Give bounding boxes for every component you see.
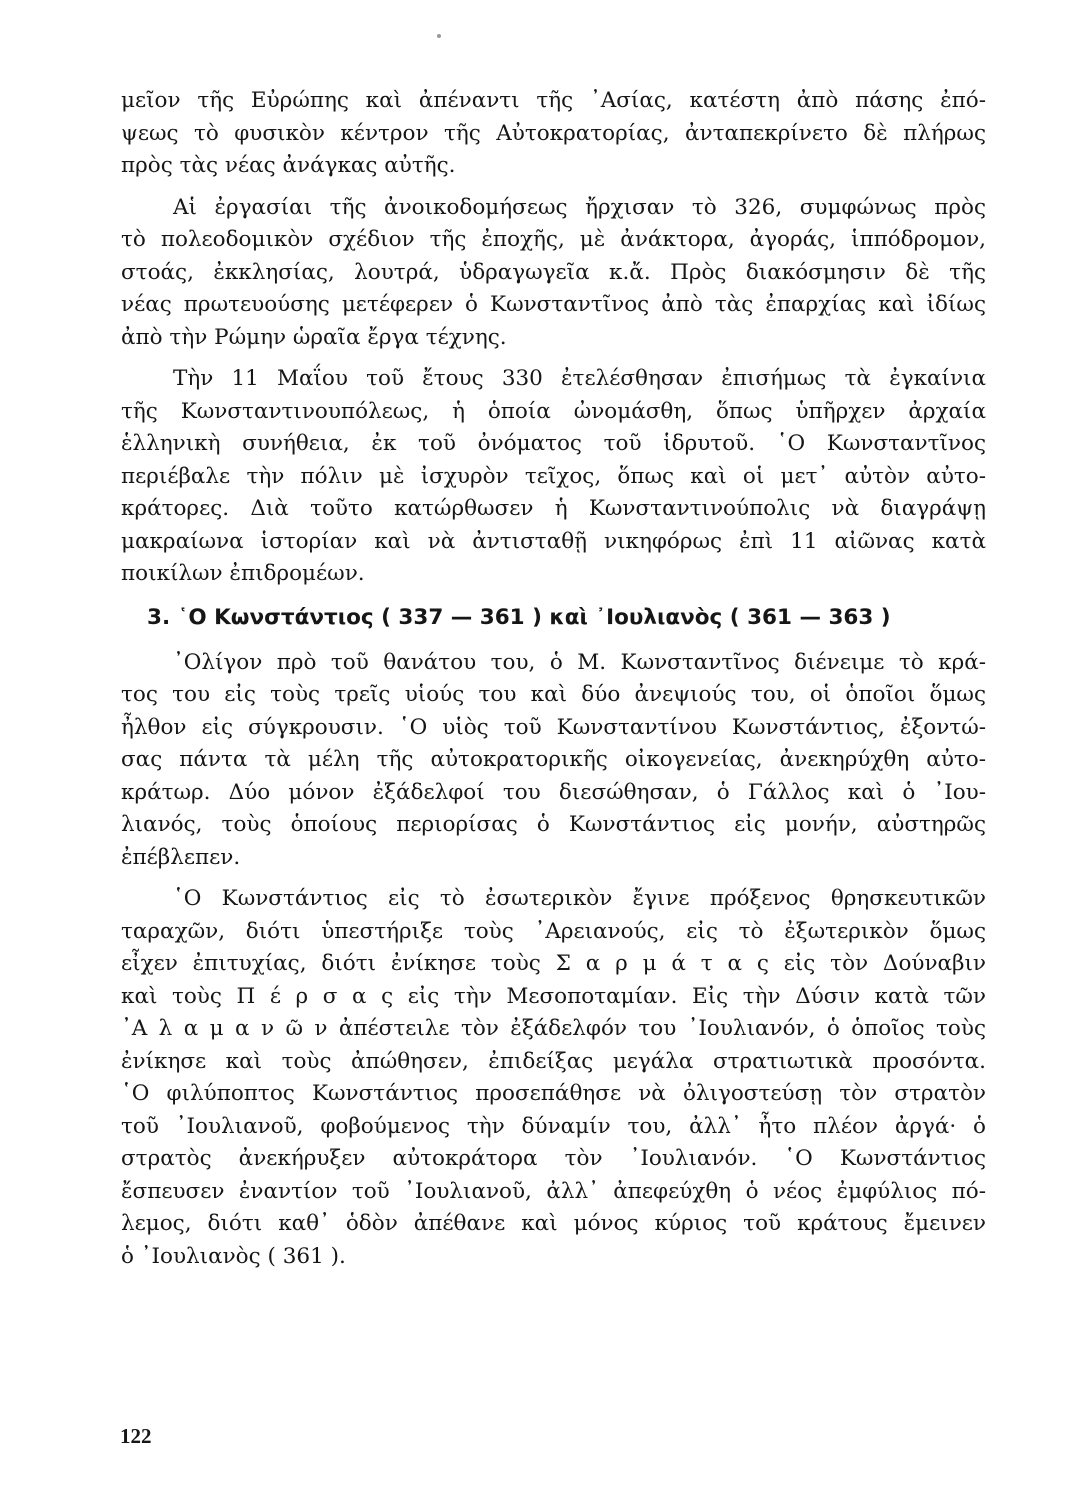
text-line: πρὸς τὰς νέας ἀνάγκας αὐτῆς. xyxy=(121,153,456,178)
text-line: περιέβαλε τὴν πόλιν μὲ ἰσχυρὸν τεῖχος, ὅπως καὶ οἱ μετ᾿ αὐτὸν αὐτο- xyxy=(121,463,986,489)
page-number: 122 xyxy=(120,1424,152,1448)
text-line: ψεως τὸ φυσικὸν κέντρον τῆς Αὐτοκρατορίας, ἀνταπεκρίνετο δὲ πλήρως xyxy=(121,120,986,146)
text-line: ποικίλων ἐπιδρομέων. xyxy=(121,561,365,586)
text-line: ἦλθον εἰς σύγκρουσιν. ῾Ο υἱὸς τοῦ Κωνσταντίνου Κωνστάντιος, ἐξοντώ- xyxy=(121,714,986,740)
text-line: Τὴν 11 Μαΐου τοῦ ἔτους 330 ἐτελέσθησαν ἐπισήμως τὰ ἐγκαίνια xyxy=(173,366,986,391)
paragraph-2 xyxy=(121,192,986,355)
text-line: στρατὸς ἀνεκήρυξεν αὐτοκράτορα τὸν ᾿Ιουλιανόν. ῾Ο Κωνστάντιος xyxy=(121,1146,986,1171)
text-line: τοῦ ᾿Ιουλιανοῦ, φοβούμενος τὴν δύναμίν του, ἀλλ᾿ ἦτο πλέον ἀργά· ὁ xyxy=(121,1113,986,1139)
section-heading: 3. ῾Ο Κωνστάντιος ( 337 — 361 ) καὶ ᾿Ιουλιανὸς ( 361 — 363 ) xyxy=(147,604,891,630)
text-line: Αἱ ἐργασίαι τῆς ἀνοικοδομήσεως ἤρχισαν τὸ 326, συμφώνως πρὸς xyxy=(173,194,986,220)
text-line: ᾿Α λ α μ α ν ῶ ν ἀπέστειλε τὸν ἐξάδελφόν του ᾿Ιουλιανόν, ὁ ὁποῖος τοὺς xyxy=(121,1016,986,1041)
text-line: μακραίωνα ἱστορίαν καὶ νὰ ἀντισταθῇ νικηφόρως ἐπὶ 11 αἰῶνας κατὰ xyxy=(121,528,986,554)
text-line: ἐνίκησε καὶ τοὺς ἀπώθησεν, ἐπιδείξας μεγάλα στρατιωτικὰ προσόντα. xyxy=(121,1048,986,1074)
text-line: ῾Ο Κωνστάντιος εἰς τὸ ἐσωτερικὸν ἔγινε πρόξενος θρησκευτικῶν xyxy=(173,886,986,911)
text-line: σας πάντα τὰ μέλη τῆς αὐτοκρατορικῆς οἰκογενείας, ἀνεκηρύχθη αὐτο- xyxy=(121,747,986,772)
text-line: ὁ ᾿Ιουλιανὸς ( 361 ). xyxy=(121,1243,346,1269)
text-line: τος του εἰς τοὺς τρεῖς υἱούς του καὶ δύο ἀνεψιούς του, οἱ ὁποῖοι ὅμως xyxy=(121,682,986,707)
text-line: ῾Ο φιλύποπτος Κωνστάντιος προσεπάθησε νὰ ὀλιγοστεύσῃ τὸν στρατὸν xyxy=(121,1081,986,1106)
paragraph-4 xyxy=(121,647,986,875)
text-line: μεῖον τῆς Εὐρώπης καὶ ἀπέναντι τῆς ᾿Ασίας, κατέστη ἀπὸ πάσης ἐπό- xyxy=(121,88,986,113)
text-line: ᾿Ολίγον πρὸ τοῦ θανάτου του, ὁ Μ. Κωνσταντῖνος διένειμε τὸ κρά- xyxy=(173,649,986,675)
text-line: ἀπὸ τὴν Ρώμην ὡραῖα ἔργα τέχνης. xyxy=(121,324,507,350)
text-line: κράτωρ. Δύο μόνον ἐξάδελφοί του διεσώθησαν, ὁ Γάλλος καὶ ὁ ᾿Ιου- xyxy=(121,779,986,805)
text-line: εἶχεν ἐπιτυχίας, διότι ἐνίκησε τοὺς Σ α ρ μ ά τ α ς εἰς τὸν Δούναβιν xyxy=(121,951,986,976)
text-line: καὶ τοὺς Π έ ρ σ α ς εἰς τὴν Μεσοποταμίαν. Εἰς τὴν Δύσιν κατὰ τῶν xyxy=(121,983,986,1009)
paragraph-3 xyxy=(121,363,986,591)
scan-speck xyxy=(437,34,441,38)
text-line: τὸ πολεοδομικὸν σχέδιον τῆς ἐποχῆς, μὲ ἀνάκτορα, ἀγοράς, ἱππόδρομον, xyxy=(121,227,986,252)
text-line: κράτορες. Διὰ τοῦτο κατώρθωσεν ἡ Κωνσταντινούπολις νὰ διαγράψῃ xyxy=(121,496,986,521)
text-line: στοάς, ἐκκλησίας, λουτρά, ὑδραγωγεῖα κ.ἄ. Πρὸς διακόσμησιν δὲ τῆς xyxy=(121,259,986,285)
page-body xyxy=(121,85,986,1282)
text-line: νέας πρωτευούσης μετέφερεν ὁ Κωνσταντῖνος ἀπὸ τὰς ἐπαρχίας καὶ ἰδίως xyxy=(121,292,986,317)
text-line: ταραχῶν, διότι ὑπεστήριξε τοὺς ᾿Αρειανούς, εἰς τὸ ἐξωτερικὸν ὅμως xyxy=(121,918,986,944)
text-line: τῆς Κωνσταντινουπόλεως, ἡ ὁποία ὠνομάσθη, ὅπως ὑπῆρχεν ἀρχαία xyxy=(121,398,986,424)
paragraph-1 xyxy=(121,85,986,183)
paragraph-5 xyxy=(121,883,986,1273)
text-line: λιανός, τοὺς ὁποίους περιορίσας ὁ Κωνστάντιος εἰς μονήν, αὐστηρῶς xyxy=(121,812,986,837)
text-line: ἑλληνικὴ συνήθεια, ἐκ τοῦ ὀνόματος τοῦ ἱδρυτοῦ. ῾Ο Κωνσταντῖνος xyxy=(121,431,986,456)
text-line: ἐπέβλεπεν. xyxy=(121,844,241,870)
text-line: λεμος, διότι καθ᾿ ὁδὸν ἀπέθανε καὶ μόνος κύριος τοῦ κράτους ἔμεινεν xyxy=(121,1211,986,1236)
text-line: ἔσπευσεν ἐναντίον τοῦ ᾿Ιουλιανοῦ, ἀλλ᾿ ἀπεφεύχθη ὁ νέος ἐμφύλιος πό- xyxy=(121,1178,986,1204)
